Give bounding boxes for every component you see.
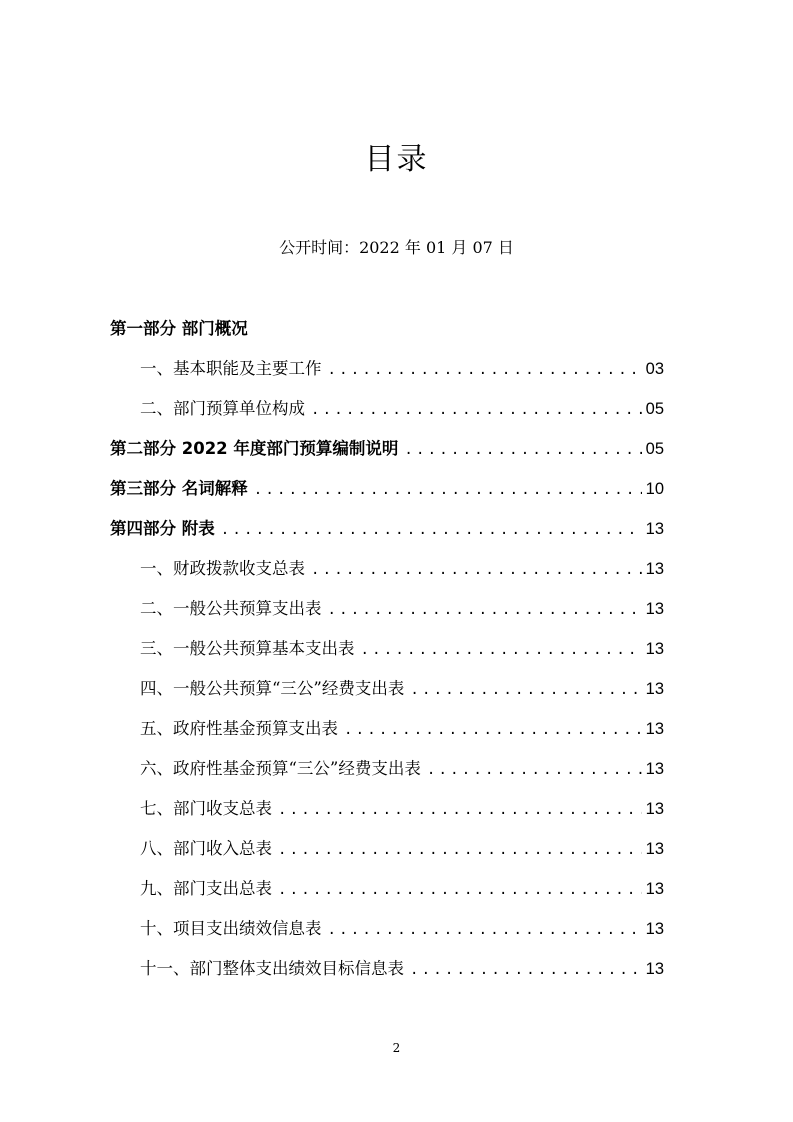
toc-entry-part-3[interactable]: [110, 478, 664, 518]
toc-entry[interactable]: [110, 918, 664, 958]
toc-entry-label: 第一部分 部门概况: [110, 319, 248, 338]
dot-leader: [404, 439, 641, 461]
toc-entry-part-2[interactable]: [110, 438, 664, 478]
dot-leader: [278, 799, 642, 821]
dot-leader: [427, 759, 642, 781]
toc-entry-part-1[interactable]: [110, 318, 664, 358]
toc-entry[interactable]: [110, 598, 664, 638]
toc-entry[interactable]: [110, 398, 664, 438]
dot-leader: [311, 559, 642, 581]
toc-entry-label: 十一、部门整体支出绩效目标信息表: [140, 959, 404, 978]
toc-entry-page: 13: [645, 760, 664, 778]
toc-entry-label: 一、基本职能及主要工作: [140, 359, 322, 378]
page-number: 2: [392, 1041, 401, 1055]
dot-leader: [311, 399, 642, 421]
toc-entry-part-4[interactable]: [110, 518, 664, 558]
page-title: 目录: [364, 142, 429, 177]
toc-entry-page: 13: [645, 680, 664, 698]
dot-leader: [410, 959, 642, 981]
toc-entry-label: 三、一般公共预算基本支出表: [140, 639, 355, 658]
toc-entry-page: 13: [645, 560, 664, 578]
toc-entry-page: 13: [645, 600, 664, 618]
toc-entry-page: 13: [645, 880, 664, 898]
toc-entry-page: 05: [645, 400, 664, 418]
publish-date: 公开时间：2022 年 01 月 07 日: [279, 238, 514, 257]
toc-entry-label: 第三部分 名词解释: [110, 479, 248, 498]
table-of-contents: [110, 318, 664, 998]
toc-entry[interactable]: [110, 638, 664, 678]
toc-entry-label: 二、部门预算单位构成: [140, 399, 305, 418]
toc-entry-page: 13: [645, 960, 664, 978]
toc-entry-page: 13: [645, 520, 664, 538]
toc-entry[interactable]: [110, 718, 664, 758]
dot-leader: [278, 879, 642, 901]
dot-leader: [361, 639, 642, 661]
toc-entry[interactable]: [110, 358, 664, 398]
toc-entry-page: 03: [645, 360, 664, 378]
toc-entry-page: 05: [645, 440, 664, 458]
dot-leader: [328, 599, 642, 621]
toc-entry-label: 八、部门收入总表: [140, 839, 272, 858]
dot-leader: [410, 679, 641, 701]
dot-leader: [278, 839, 642, 861]
toc-entry[interactable]: [110, 798, 664, 838]
toc-entry-page: 13: [645, 920, 664, 938]
toc-entry-label: 一、财政拨款收支总表: [140, 559, 305, 578]
dot-leader: [221, 519, 642, 541]
toc-entry-label: 第四部分 附表: [110, 519, 215, 538]
toc-entry[interactable]: [110, 878, 664, 918]
dot-leader: [328, 359, 642, 381]
toc-entry-label: 四、一般公共预算“三公”经费支出表: [140, 679, 405, 698]
toc-entry-label: 七、部门收支总表: [140, 799, 272, 818]
toc-entry-label: 六、政府性基金预算“三公”经费支出表: [140, 759, 421, 778]
toc-entry-page: 13: [645, 840, 664, 858]
toc-entry-page: 13: [645, 720, 664, 738]
toc-entry[interactable]: [110, 838, 664, 878]
toc-entry[interactable]: [110, 958, 664, 998]
toc-entry-page: 10: [645, 480, 664, 498]
toc-entry-label: 二、一般公共预算支出表: [140, 599, 322, 618]
toc-entry[interactable]: [110, 678, 664, 718]
toc-entry-label: 九、部门支出总表: [140, 879, 272, 898]
dot-leader: [254, 479, 642, 501]
toc-entry-page: 13: [645, 640, 664, 658]
toc-entry-page: 13: [645, 800, 664, 818]
dot-leader: [328, 919, 642, 941]
toc-entry-label: 第二部分 2022 年度部门预算编制说明: [110, 439, 399, 458]
dot-leader: [344, 719, 642, 741]
toc-entry-label: 五、政府性基金预算支出表: [140, 719, 338, 738]
toc-entry[interactable]: [110, 558, 664, 598]
toc-entry[interactable]: [110, 758, 664, 798]
toc-entry-label: 十、项目支出绩效信息表: [140, 919, 322, 938]
